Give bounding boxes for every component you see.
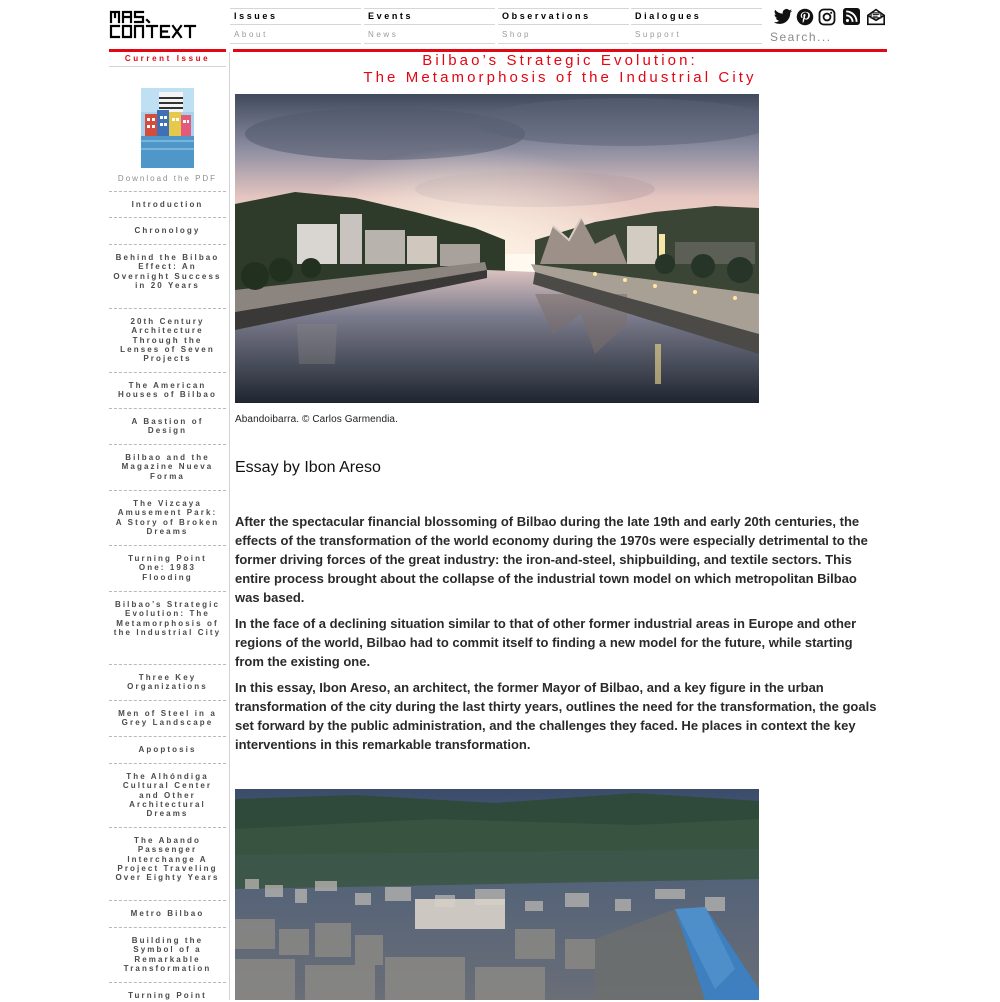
sidebar-item-apoptosis[interactable]: Apoptosis [109, 736, 226, 763]
aerial-photo-bilbao [235, 789, 759, 1000]
sidebar-item-men-of-steel[interactable]: Men of Steel in a Grey Landscape [109, 700, 226, 736]
search-input[interactable] [768, 25, 888, 47]
current-issue-link[interactable]: Current Issue [109, 52, 226, 67]
twitter-icon[interactable] [773, 7, 793, 27]
sidebar-item-20th-century[interactable]: 20th Century Architecture Through the Lenses of Seven Projects [109, 308, 226, 372]
sidebar-article-list [109, 191, 226, 1002]
sidebar-item-strategic-evolution[interactable]: Bilbao’s Strategic Evolution: The Metamorphosis of the Industrial City [109, 591, 226, 664]
nav-column-events [364, 8, 495, 46]
sidebar-item-nueva-forma[interactable]: Bilbao and the Magazine Nueva Forma [109, 444, 226, 490]
sidebar-divider [229, 52, 230, 1000]
sidebar-item-american-houses[interactable]: The American Houses of Bilbao [109, 372, 226, 408]
instagram-icon[interactable] [818, 7, 838, 27]
article-title-line-1: Bilbao’s Strategic Evolution: [422, 52, 698, 69]
site-logo[interactable] [109, 10, 213, 40]
sidebar-item-abando-interchange[interactable]: The Abando Passenger Interchange A Project Traveling Over Eighty Years [109, 827, 226, 900]
article-paragraph-1: After the spectacular financial blossoming of Bilbao during the late 19th and early 20th centuries, the effects of the transformation of the world economy during the 1970s were especially detrimental to the former driving forces of the great industry: the iron-and-steel, shipbuilding, and textile sectors. This entire process brought about the collapse of the industrial town model on which metropolitan Bilbao was based. [235, 514, 868, 605]
sidebar-item-metro-bilbao[interactable]: Metro Bilbao [109, 900, 226, 927]
sidebar-item-chronology[interactable]: Chronology [109, 217, 226, 244]
sidebar-item-bastion-of-design[interactable]: A Bastion of Design [109, 408, 226, 444]
article-body [235, 513, 883, 762]
sidebar-item-vizcaya-park[interactable]: The Vizcaya Amusement Park: A Story of Broken Dreams [109, 490, 226, 545]
nav-observations[interactable]: Observations [498, 8, 629, 25]
top-navigation [230, 8, 766, 46]
article-paragraph-2: In the face of a declining situation similar to that of other former industrial areas in Europe and other regions of the world, Bilbao had to commit itself to finding a new model for the future, while starting from the existing one. [235, 616, 857, 669]
hero-photo-abandoibarra [235, 94, 759, 403]
sidebar-item-1983-flooding[interactable]: Turning Point One: 1983 Flooding [109, 545, 226, 591]
newsletter-icon[interactable] [866, 7, 886, 27]
nav-events[interactable]: Events [364, 8, 495, 25]
nav-news[interactable]: News [364, 27, 495, 44]
sidebar-item-three-organizations[interactable]: Three Key Organizations [109, 664, 226, 700]
sidebar-item-alhondiga[interactable]: The Alhóndiga Cultural Center and Other Architectural Dreams [109, 763, 226, 827]
rss-icon[interactable] [843, 7, 863, 27]
nav-about[interactable]: About [230, 27, 361, 44]
nav-column-observations [498, 8, 629, 46]
essay-byline: Essay by Ibon Areso [235, 459, 381, 476]
download-pdf-link[interactable]: Download the PDF [117, 174, 218, 183]
hero-caption: Abandoibarra. © Carlos Garmendia. [235, 414, 398, 425]
sidebar-item-building-symbol[interactable]: Building the Symbol of a Remarkable Transformation [109, 927, 226, 982]
nav-column-dialogues [631, 8, 762, 46]
sidebar [109, 52, 226, 1000]
article-title [235, 53, 885, 86]
nav-support[interactable]: Support [631, 27, 762, 44]
nav-shop[interactable]: Shop [498, 27, 629, 44]
sidebar-item-turning-point[interactable]: Turning Point [109, 982, 226, 1002]
article-paragraph-3: In this essay, Ibon Areso, an architect, the former Mayor of Bilbao, and a key figure in the urban transformation of the city during the last thirty years, outlines the need for the transformation, the goals set forward by the public administration, and the challenges they faced. He places in context the key interventions in this remarkable transformation. [235, 680, 877, 752]
sidebar-item-bilbao-effect[interactable]: Behind the Bilbao Effect: An Overnight Success in 20 Years [109, 244, 226, 308]
nav-column-issues [230, 8, 361, 46]
nav-issues[interactable]: Issues [230, 8, 361, 25]
issue-cover-image[interactable] [141, 88, 194, 168]
nav-dialogues[interactable]: Dialogues [631, 8, 762, 25]
sidebar-item-introduction[interactable]: Introduction [109, 191, 226, 217]
pinterest-icon[interactable] [796, 7, 816, 27]
article-title-line-2: The Metamorphosis of the Industrial City [363, 68, 757, 86]
